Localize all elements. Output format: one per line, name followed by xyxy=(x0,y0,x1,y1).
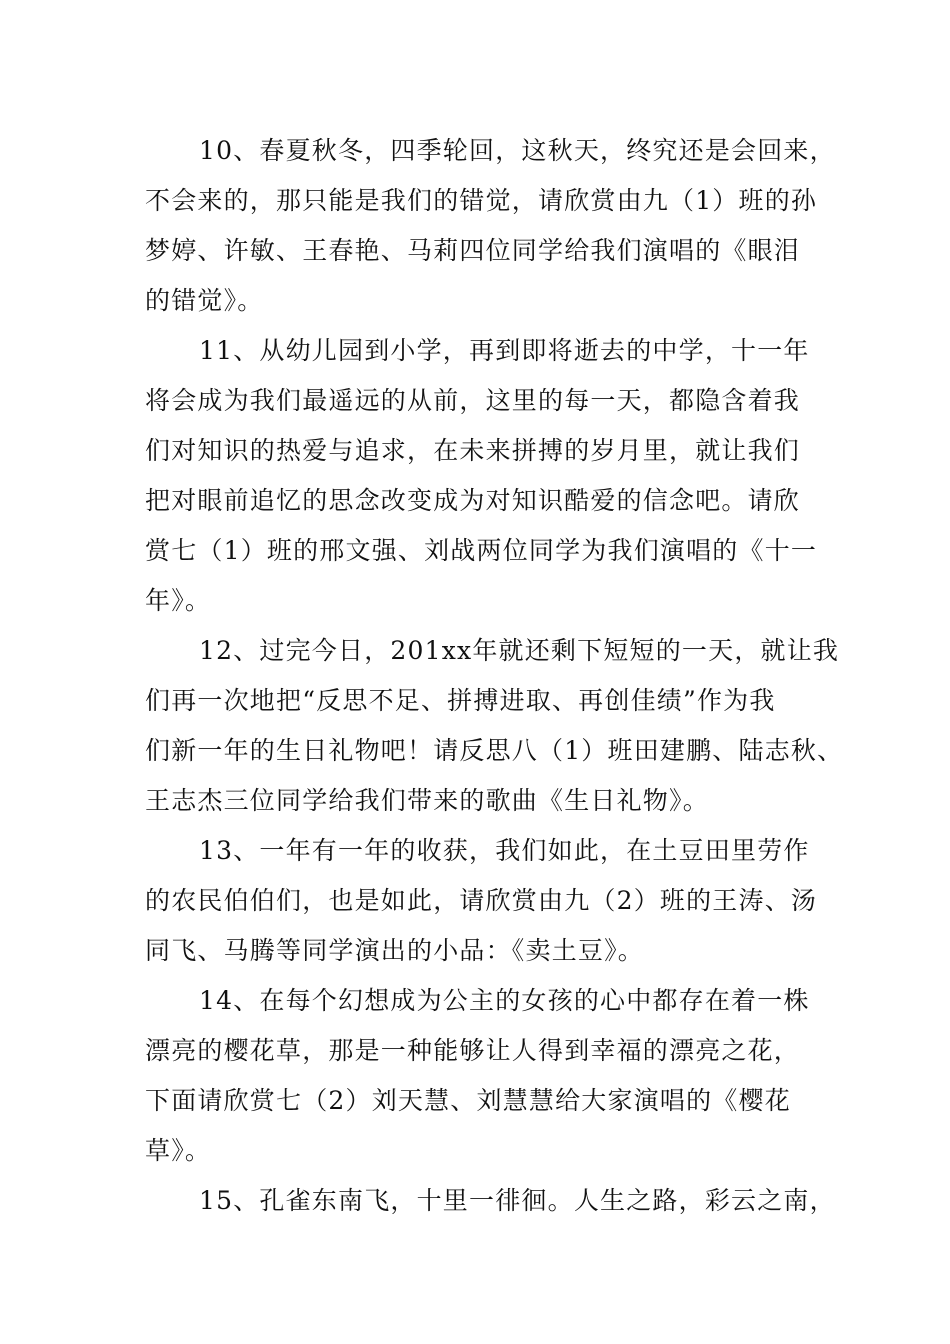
paragraph-14 xyxy=(145,976,835,1176)
paragraph-line: 13、一年有一年的收获，我们如此，在土豆田里劳作 xyxy=(199,836,810,865)
paragraph-line: 将会成为我们最遥远的从前，这里的每一天，都隐含着我 xyxy=(145,386,801,415)
paragraph-line: 赏七（1）班的邢文强、刘战两位同学为我们演唱的《十一 xyxy=(145,536,818,565)
paragraph-line: 漂亮的樱花草，那是一种能够让人得到幸福的漂亮之花， xyxy=(145,1036,801,1065)
paragraph-line: 年》。 xyxy=(145,586,212,615)
paragraph-line: 草》。 xyxy=(145,1136,212,1165)
paragraph-line: 12、过完今日，201xx年就还剩下短短的一天，就让我 xyxy=(199,636,840,665)
paragraph-line: 们对知识的热爱与追求，在未来拼搏的岁月里，就让我们 xyxy=(145,436,801,465)
paragraph-line: 们新一年的生日礼物吧！请反思八（1）班田建鹏、陆志秋、 xyxy=(145,736,844,765)
paragraph-15 xyxy=(145,1176,835,1226)
paragraph-line: 的农民伯伯们，也是如此，请欣赏由九（2）班的王涛、汤 xyxy=(145,886,818,915)
paragraph-12 xyxy=(145,626,844,826)
paragraph-line: 的错觉》。 xyxy=(145,286,264,315)
paragraph-10 xyxy=(145,126,835,326)
paragraph-13 xyxy=(145,826,835,976)
document-body xyxy=(145,126,844,1226)
paragraph-line: 把对眼前追忆的思念改变成为对知识酷爱的信念吧。请欣 xyxy=(145,486,801,515)
paragraph-line: 王志杰三位同学给我们带来的歌曲《生日礼物》。 xyxy=(145,786,709,815)
paragraph-line: 同飞、马腾等同学演出的小品：《卖土豆》。 xyxy=(145,936,645,965)
paragraph-line: 14、在每个幻想成为公主的女孩的心中都存在着一株 xyxy=(199,986,810,1015)
paragraph-line: 不会来的，那只能是我们的错觉，请欣赏由九（1）班的孙 xyxy=(145,186,818,215)
paragraph-line: 们再一次地把“反思不足、拼搏进取、再创佳绩”作为我 xyxy=(145,686,776,715)
paragraph-line: 下面请欣赏七（2）刘天慧、刘慧慧给大家演唱的《樱花 xyxy=(145,1086,791,1115)
paragraph-line: 15、孔雀东南飞，十里一徘徊。人生之路，彩云之南， xyxy=(199,1186,836,1215)
paragraph-line: 11、从幼儿园到小学，再到即将逝去的中学，十一年 xyxy=(199,336,810,365)
paragraph-line: 梦婷、许敏、王春艳、马莉四位同学给我们演唱的《眼泪 xyxy=(145,236,801,265)
paragraph-11 xyxy=(145,326,835,626)
paragraph-line: 10、春夏秋冬，四季轮回，这秋天，终究还是会回来， xyxy=(199,136,836,165)
